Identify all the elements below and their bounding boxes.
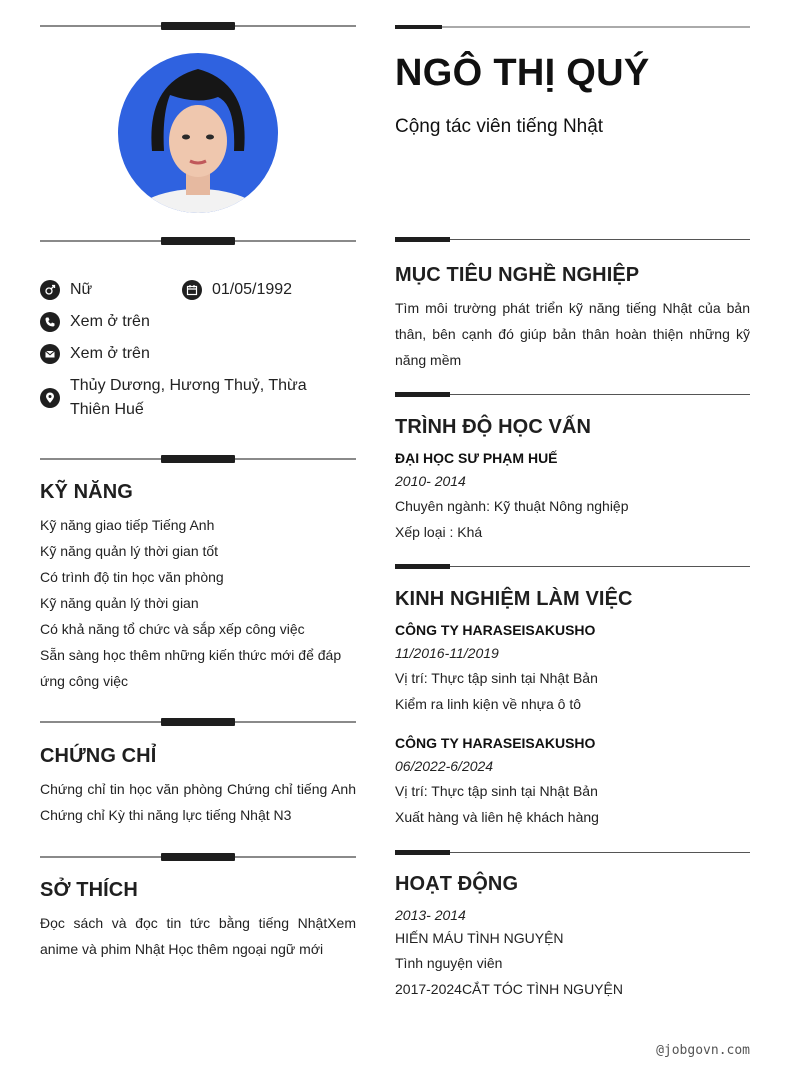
gender-icon	[40, 280, 60, 300]
section-divider	[40, 455, 356, 463]
certificates-title: CHỨNG CHỈ	[40, 745, 157, 767]
skill-item: Sẵn sàng học thêm những kiến thức mới để đáp ứng công việc	[40, 647, 342, 689]
job-duty: Kiểm ra linh kiện về nhựa ô tô	[395, 696, 582, 712]
address-row	[40, 374, 356, 422]
certificates-text: Chứng chỉ tin học văn phòng Chứng chỉ tiếng Anh Chứng chỉ Kỳ thi năng lực tiếng Nhật N3	[40, 781, 356, 823]
activity-period: 2013- 2014	[395, 907, 466, 923]
section-divider	[395, 392, 750, 398]
address-text: Thủy Dương, Hương Thuỷ, Thừa Thiên Huế	[70, 377, 307, 418]
job-title: Cộng tác viên tiếng Nhật	[395, 116, 604, 137]
activities-title: HOẠT ĐỘNG	[395, 873, 519, 895]
skill-item: Kỹ năng quản lý thời gian tốt	[40, 543, 219, 559]
activity-role: Tình nguyện viên	[395, 955, 503, 971]
education-major: Chuyên ngành: Kỹ thuật Nông nghiệp	[395, 498, 629, 514]
phone-row	[40, 310, 150, 334]
phone-icon	[40, 312, 60, 332]
avatar	[118, 53, 278, 213]
hobbies-title: SỞ THÍCH	[40, 879, 138, 901]
section-divider	[395, 25, 750, 31]
company-name: CÔNG TY HARASEISAKUSHO	[395, 622, 596, 638]
experience-title: KINH NGHIỆM LÀM VIỆC	[395, 588, 633, 610]
objective-text: Tìm môi trường phát triển kỹ năng tiếng Nhật của bản thân, bên cạnh đó giúp bản thân hoàn thiện những kỹ năng mềm	[395, 300, 750, 368]
section-divider	[40, 237, 356, 245]
education-title: TRÌNH ĐỘ HỌC VẤN	[395, 416, 592, 438]
job-period: 06/2022-6/2024	[395, 758, 494, 774]
phone-text: Xem ở trên	[70, 313, 150, 330]
section-divider	[40, 853, 356, 861]
email-text: Xem ở trên	[70, 345, 150, 362]
activity-extra: 2017-2024CẮT TÓC TÌNH NGUYỆN	[395, 981, 623, 997]
section-divider	[395, 237, 750, 243]
job-position: Vị trí: Thực tập sinh tại Nhật Bản	[395, 670, 598, 686]
job-duty: Xuất hàng và liên hệ khách hàng	[395, 809, 599, 825]
section-divider	[395, 850, 750, 856]
gender-text: Nữ	[70, 281, 93, 298]
birthdate-row	[182, 278, 292, 302]
company-name: CÔNG TY HARASEISAKUSHO	[395, 735, 596, 751]
location-pin-icon	[40, 388, 60, 408]
mail-icon	[40, 344, 60, 364]
skill-item: Có trình độ tin học văn phòng	[40, 569, 224, 585]
objective-title: MỤC TIÊU NGHỀ NGHIỆP	[395, 264, 640, 286]
skills-title: KỸ NĂNG	[40, 481, 133, 503]
email-row	[40, 342, 150, 366]
section-divider	[40, 22, 356, 30]
hobbies-text: Đọc sách và đọc tin tức bằng tiếng NhậtXem anime và phim Nhật Học thêm ngoại ngữ mới	[40, 915, 356, 957]
section-divider	[40, 718, 356, 726]
education-period: 2010- 2014	[395, 473, 466, 489]
job-position: Vị trí: Thực tập sinh tại Nhật Bản	[395, 783, 598, 799]
skills-list	[40, 512, 356, 694]
education-rank: Xếp loại : Khá	[395, 524, 483, 540]
calendar-icon	[182, 280, 202, 300]
school-name: ĐẠI HỌC SƯ PHẠM HUẾ	[395, 450, 558, 466]
gender-row	[40, 278, 92, 302]
skill-item: Kỹ năng quản lý thời gian	[40, 595, 199, 611]
section-divider	[395, 564, 750, 570]
activity-name: HIẾN MÁU TÌNH NGUYỆN	[395, 930, 564, 946]
job-period: 11/2016-11/2019	[395, 645, 499, 661]
watermark: @jobgovn.com	[656, 1043, 750, 1058]
birthdate-text: 01/05/1992	[212, 281, 293, 298]
candidate-name: NGÔ THỊ QUÝ	[395, 52, 650, 94]
skill-item: Kỹ năng giao tiếp Tiếng Anh	[40, 517, 215, 533]
skill-item: Có khả năng tổ chức và sắp xếp công việc	[40, 621, 305, 637]
